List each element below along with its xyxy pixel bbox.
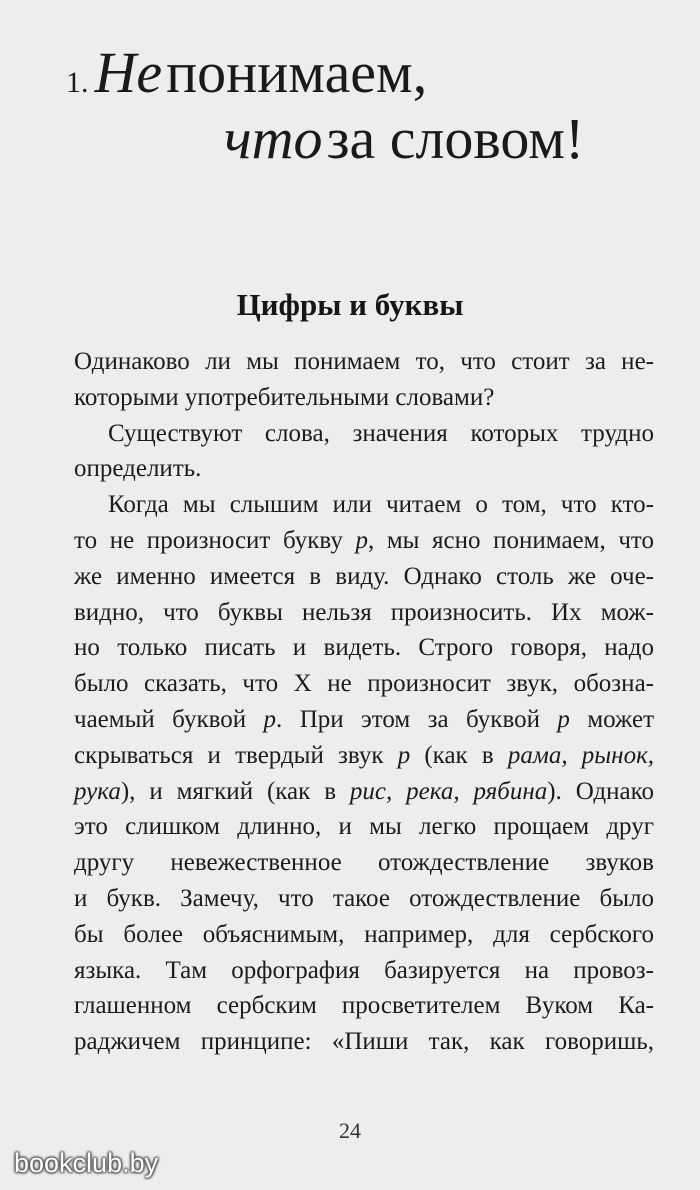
text-segment: Когда мы слышим или читаем о том, что кто- (108, 491, 654, 519)
text-line (74, 702, 654, 738)
text-segment: чаемый буквой (74, 705, 264, 733)
section-title: Цифры и буквы (236, 287, 464, 322)
text-segment: глашенном сербским просветителем Вуком Ка- (74, 992, 654, 1020)
text-segment: может (569, 705, 654, 733)
text-segment: и букв. Замечу, что такое отождествление было (74, 884, 654, 912)
text-line (74, 666, 654, 702)
text-segment: ). Однако (547, 777, 655, 805)
text-segment: (как в (410, 741, 508, 769)
text-segment: языка. Там орфография базируется на провоз- (74, 956, 654, 984)
text-line (74, 845, 654, 881)
text-line (74, 451, 654, 487)
italic-segment: р (397, 741, 411, 769)
text-segment: видно, что буквы нельзя произносить. Их мож- (74, 598, 654, 626)
text-segment: . При этом за буквой (276, 705, 558, 733)
italic-segment: р (557, 705, 570, 733)
text-line (74, 917, 654, 953)
italic-segment: р (263, 705, 277, 733)
text-line (74, 881, 654, 917)
text-segment: Существуют слова, значения которых трудно (108, 419, 654, 447)
text-line (74, 738, 654, 774)
italic-segment: рука (74, 777, 121, 805)
text-line (74, 416, 654, 452)
text-segment: но только писать и видеть. Строго говоря, надо (74, 634, 654, 662)
text-segment: определить. (74, 455, 202, 483)
text-line (74, 1024, 654, 1060)
text-line (74, 487, 654, 523)
text-segment: другу невежественное отождествление звуков (74, 849, 654, 877)
italic-segment: рис, река, рябина (349, 777, 548, 805)
text-line (74, 559, 654, 595)
text-line (74, 523, 654, 559)
text-line (74, 380, 654, 416)
text-segment: которыми употребительными словами? (74, 383, 495, 411)
chapter-title (66, 40, 666, 172)
text-segment: было сказать, что Х не произносит звук, обозна- (74, 670, 654, 698)
watermark: bookclub.by (14, 1148, 159, 1178)
text-segment: то не произносит букву (74, 526, 356, 554)
chapter-title-line-2 (66, 106, 666, 172)
italic-segment: р (355, 526, 368, 554)
text-line (74, 809, 654, 845)
text-line (74, 988, 654, 1024)
body-text (74, 344, 654, 1060)
text-line (74, 595, 654, 631)
text-segment: это слишком длинно, и мы легко прощаем друг (74, 813, 654, 841)
text-segment: Одинаково ли мы понимаем то, что стоит за не- (74, 348, 654, 375)
chapter-title-italic-1: Не (94, 40, 163, 105)
text-line (74, 630, 654, 666)
text-segment: же именно имеется в виду. Однако столь же оче- (74, 562, 654, 590)
chapter-title-line-1 (66, 40, 666, 106)
text-segment: раджичем принципе: «Пиши так, как говоришь, (74, 1028, 654, 1056)
chapter-title-roman-1: понимаем, (166, 40, 428, 105)
text-segment: , мы ясно понимаем, что (367, 526, 654, 554)
italic-segment: рама, рынок, (507, 741, 655, 769)
text-segment: бы более объяснимым, например, для сербского (74, 920, 654, 948)
text-line (74, 953, 654, 989)
text-line (74, 774, 654, 810)
text-segment: скрываться и твердый звук (74, 741, 398, 769)
chapter-number: 1. (66, 66, 89, 99)
chapter-title-roman-2: за словом! (326, 106, 585, 171)
text-segment: ), и мягкий (как в (120, 777, 350, 805)
chapter-title-italic-2: что (224, 106, 323, 171)
text-line (74, 344, 654, 380)
page-number: 24 (339, 1118, 361, 1143)
